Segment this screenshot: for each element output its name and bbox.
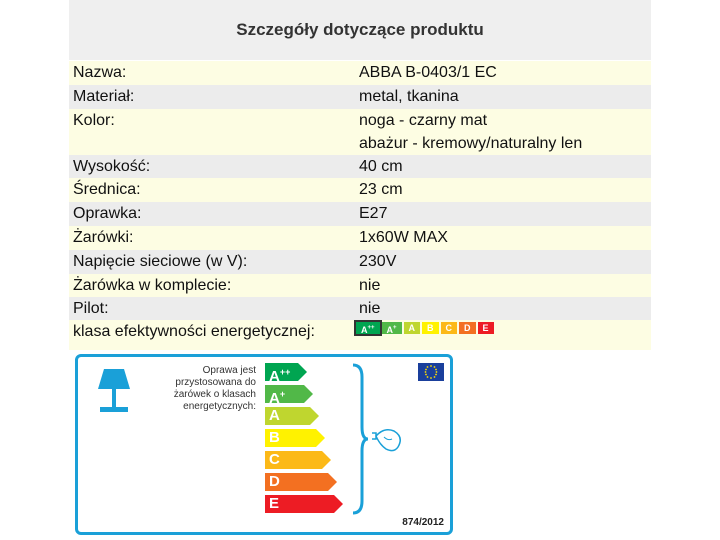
energy-badge-a-plus-plus: A++ xyxy=(356,322,380,334)
row-socket xyxy=(69,202,651,226)
row-bulb-included xyxy=(69,274,651,297)
row-label: Kolor: xyxy=(73,112,115,129)
row-label: Nazwa: xyxy=(73,64,127,81)
energy-badge-c: C xyxy=(441,322,458,334)
energy-label xyxy=(75,354,453,535)
row-remote xyxy=(69,297,651,320)
regulation-number: 874/2012 xyxy=(402,517,444,528)
energy-arrow-a-plus-plus: A++ xyxy=(265,363,307,381)
row-name xyxy=(69,61,651,85)
energy-class-badges xyxy=(356,322,494,334)
energy-arrow-a-plus: A+ xyxy=(265,385,313,403)
row-value: nie xyxy=(359,277,381,294)
row-label: Napięcie sieciowe (w V): xyxy=(73,253,248,270)
energy-arrow-c: C xyxy=(265,451,331,469)
eu-flag-icon xyxy=(418,363,444,381)
lamp-icon xyxy=(90,363,138,415)
energy-badge-e: E xyxy=(478,322,494,334)
energy-badge-a: A xyxy=(404,322,421,334)
energy-badge-d: D xyxy=(459,322,476,334)
row-value-2: abażur - kremowy/naturalny len xyxy=(359,135,583,152)
row-material xyxy=(69,85,651,109)
energy-badge-a-plus: A+ xyxy=(382,322,402,334)
row-value: ABBA B-0403/1 EC xyxy=(359,64,497,81)
row-height xyxy=(69,155,651,178)
energy-badge-b: B xyxy=(422,322,439,334)
row-label: Pilot: xyxy=(73,300,109,317)
label-description: Oprawa jest przystosowana do żarówek o klasach energetycznych: xyxy=(173,365,256,412)
row-value: metal, tkanina xyxy=(359,88,459,105)
row-label: Wysokość: xyxy=(73,158,151,175)
row-color xyxy=(69,109,651,155)
row-value: nie xyxy=(359,300,381,317)
title-bar xyxy=(69,0,651,60)
row-label: klasa efektywności energetycznej: xyxy=(73,323,315,340)
row-label: Oprawka: xyxy=(73,205,142,222)
product-details-card xyxy=(69,0,651,540)
row-energy-class xyxy=(69,320,651,350)
row-value: E27 xyxy=(359,205,388,222)
energy-arrow-b: B xyxy=(265,429,325,447)
row-bulbs xyxy=(69,226,651,250)
energy-arrow-a: A xyxy=(265,407,319,425)
page-title: Szczegóły dotyczące produktu xyxy=(236,20,484,39)
brace-icon xyxy=(350,363,370,515)
row-label: Żarówka w komplecie: xyxy=(73,277,232,294)
row-diameter xyxy=(69,178,651,202)
energy-arrow-d: D xyxy=(265,473,337,491)
row-label: Żarówki: xyxy=(73,229,134,246)
row-value: 1x60W MAX xyxy=(359,229,448,246)
bulb-icon xyxy=(370,427,404,457)
row-label: Średnica: xyxy=(73,181,141,198)
energy-arrow-e: E xyxy=(265,495,343,513)
row-voltage xyxy=(69,250,651,274)
row-value: noga - czarny mat xyxy=(359,112,488,129)
row-value: 40 cm xyxy=(359,158,403,175)
row-value: 23 cm xyxy=(359,181,403,198)
row-label: Materiał: xyxy=(73,88,135,105)
row-value: 230V xyxy=(359,253,397,270)
